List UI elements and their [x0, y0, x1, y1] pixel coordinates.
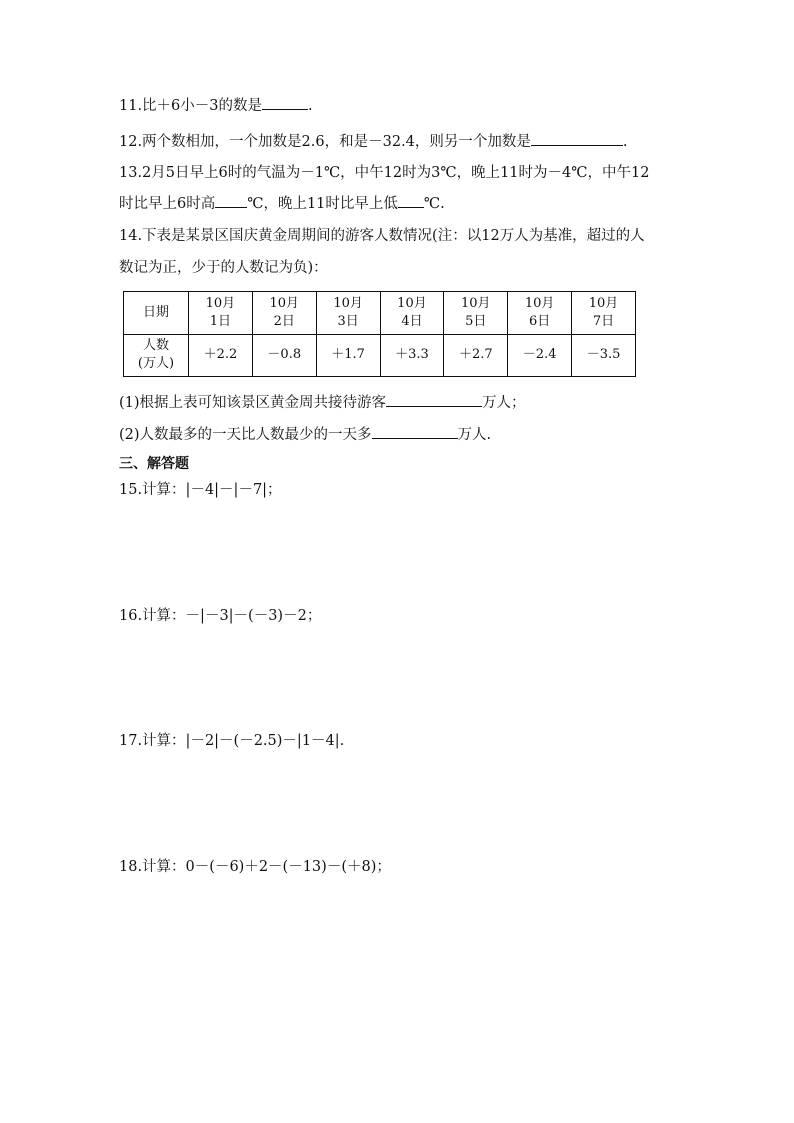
question-12	[119, 131, 628, 152]
question-13-text-b: ℃，晚上11时比早上低	[247, 196, 398, 212]
answer-blank[interactable]	[398, 193, 424, 208]
question-17: 17.计算：|－2|－(－2.5)－|1－4|.	[119, 733, 345, 749]
table-value-cell: －3.5	[572, 334, 636, 377]
table-date-cell: 10月 1日	[189, 292, 253, 335]
table-header-row	[124, 292, 636, 335]
question-14-line-2: 数记为正，少于的人数记为负)：	[119, 260, 328, 276]
question-13-line-2	[119, 193, 445, 214]
question-14-part-2-end: 万人.	[457, 427, 492, 443]
question-11	[119, 95, 313, 116]
table-date-cell: 10月 3日	[316, 292, 380, 335]
question-14-part-1-end: 万人；	[482, 395, 526, 411]
question-11-end: .	[308, 98, 313, 114]
visitor-table	[123, 291, 636, 377]
question-15: 15.计算：|－4|－|－7|；	[119, 482, 282, 498]
answer-blank[interactable]	[262, 95, 308, 110]
table-date-cell: 10月 5日	[444, 292, 508, 335]
table-date-cell: 10月 6日	[508, 292, 572, 335]
question-14-part-2	[119, 424, 491, 445]
table-value-cell: ＋1.7	[316, 334, 380, 377]
question-14-part-1	[119, 392, 526, 413]
answer-blank[interactable]	[386, 392, 482, 407]
table-header-label: 日期	[124, 292, 189, 335]
table-date-cell: 10月 4日	[380, 292, 444, 335]
question-13-line-1: 13.2月5日早上6时的气温为－1℃，中午12时为3℃，晚上11时为－4℃，中午12	[119, 165, 650, 181]
question-18: 18.计算：0－(－6)＋2－(－13)－(＋8)；	[119, 859, 391, 875]
table-value-cell: －0.8	[252, 334, 316, 377]
question-13-text-a: 时比早上6时高	[119, 196, 216, 212]
table-value-row	[124, 334, 636, 377]
question-14-line-1: 14.下表是某景区国庆黄金周期间的游客人数情况(注：以12万人为基准，超过的人	[119, 228, 645, 244]
question-12-end: .	[622, 134, 628, 150]
answer-blank[interactable]	[372, 424, 458, 439]
answer-blank[interactable]	[531, 131, 623, 146]
table-date-cell: 10月 2日	[252, 292, 316, 335]
table-value-cell: －2.4	[508, 334, 572, 377]
question-14-part-2-text: (2)人数最多的一天比人数最少的一天多	[119, 427, 372, 443]
question-16: 16.计算：－|－3|－(－3)－2；	[119, 608, 322, 624]
table-date-cell: 10月 7日	[572, 292, 636, 335]
table-value-cell: ＋2.2	[189, 334, 253, 377]
question-14-part-1-text: (1)根据上表可知该景区黄金周共接待游客	[119, 395, 387, 411]
question-13-text-c: ℃.	[423, 196, 445, 212]
answer-blank[interactable]	[215, 193, 247, 208]
question-11-text: 11.比＋6小－3的数是	[119, 98, 263, 114]
table-row-label: 人数 (万人)	[124, 334, 189, 377]
table-value-cell: ＋3.3	[380, 334, 444, 377]
table-value-cell: ＋2.7	[444, 334, 508, 377]
section-heading: 三、解答题	[119, 456, 189, 472]
question-12-text: 12.两个数相加，一个加数是2.6，和是－32.4，则另一个加数是	[119, 134, 531, 150]
